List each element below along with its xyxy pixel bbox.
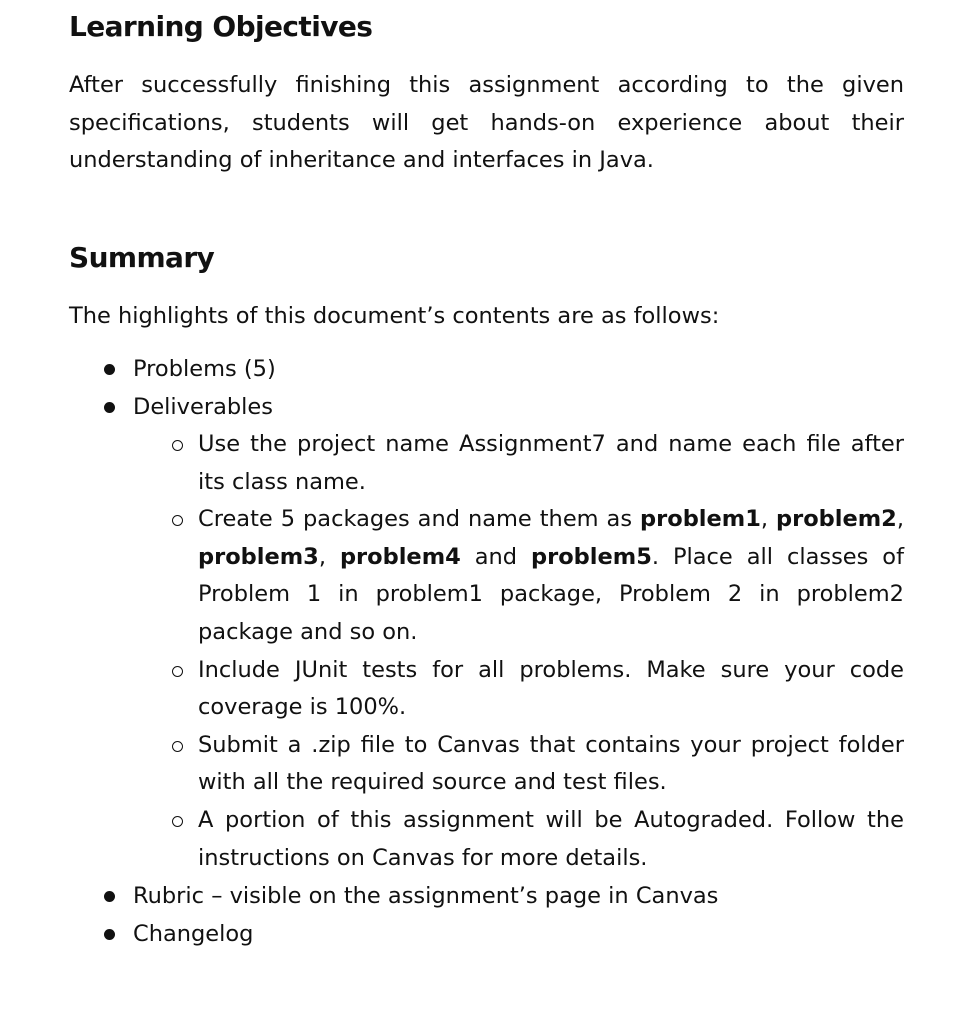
hollow-bullet-icon [172,816,183,827]
hollow-bullet-icon [172,515,183,526]
list-item-problems [69,350,904,388]
package-name: problem3 [198,543,319,570]
sublist-item [69,501,904,651]
sublist-item [69,727,904,802]
bullet-icon [104,364,115,375]
bullet-icon [104,929,115,940]
sublist-item-text: Use the project name Assignment7 and name each file after its class name. [198,431,904,495]
sublist-item-text: A portion of this assignment will be Autograded. Follow the instructions on Canvas for more details. [198,806,904,871]
list-item-deliverables [69,388,904,877]
package-name: problem4 [339,543,461,570]
bullet-icon [104,402,115,413]
sublist-item-text: Create 5 packages and name them as problem1, problem2, problem3, problem4 and problem5. Place all classes of Problem 1 in problem1 package, Problem 2 in problem2 package and so on. [198,506,904,645]
sublist-item [69,426,904,501]
summary-heading: Summary [69,241,215,274]
summary-intro: The highlights of this document’s contents are as follows: [69,303,720,329]
package-name: problem5 [531,543,652,570]
list-item-label: Rubric – visible on the assignment’s page in Canvas [133,883,719,910]
list-item-changelog [69,915,904,953]
deliverables-sublist [69,426,904,877]
bullet-icon [104,891,115,902]
summary-list [69,350,904,953]
list-item-label: Deliverables [133,394,273,420]
hollow-bullet-icon [172,666,183,677]
learning-objectives-heading: Learning Objectives [69,10,373,43]
list-item-rubric [69,877,904,915]
hollow-bullet-icon [172,440,183,451]
learning-objectives-text: After successfully finishing this assignment according to the given specifications, students will get hands-on experience about their understanding of inheritance and interfaces in Java. [69,72,904,173]
list-item-label: Problems (5) [133,356,276,382]
list-item-label: Changelog [133,921,254,948]
package-name: problem2 [776,506,897,533]
sublist-item [69,802,904,877]
sublist-item [69,652,904,727]
package-name: problem1 [640,506,761,533]
hollow-bullet-icon [172,741,183,752]
sublist-item-text: Include JUnit tests for all problems. Make sure your code coverage is 100%. [198,656,904,721]
sublist-item-text: Submit a .zip file to Canvas that contains your project folder with all the required source and test files. [198,731,904,796]
